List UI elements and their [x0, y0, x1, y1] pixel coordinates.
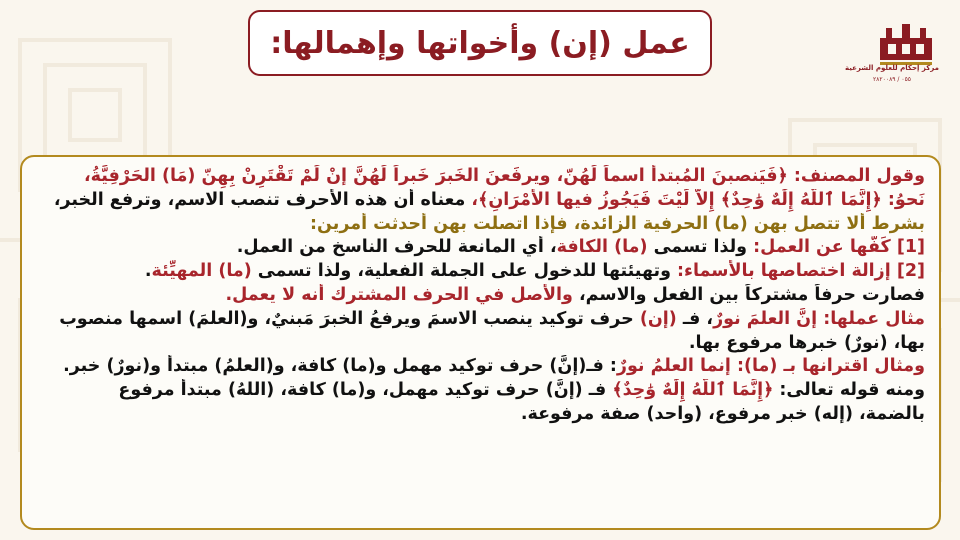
line-7-sep: ، فـ	[676, 308, 714, 329]
line-5-heading: [2] إزالة اختصاصها بالأسماء:	[670, 261, 925, 282]
line-9-example: إنما العلمُ نورٌ	[616, 356, 731, 377]
line-9-text: : فـ(إنَّ) حرف توكيد مهمل و(ما) كافة، و(العلمُ) مبتدأ و(نورٌ) خبر.	[63, 356, 617, 377]
line-4-rest: ، أي المانعة للحرف الناسخ من العمل.	[236, 237, 557, 258]
line-6-text: فصارت حرفاً مشتركاً بين الفعل والاسم،	[572, 284, 925, 305]
line-2-label: نَحوُ:	[881, 189, 925, 210]
line-6-rule: والأصل في الحرف المشترك أنه لا يعمل.	[225, 284, 573, 305]
line-1-quote: ﴿فَيَنصبنَ المُبتدأ اسماً لَهُنّ، ويرفَعنَ الخَبرَ خَبراً لَهُنَّ إنْ لَمْ تَقْتَرِنْ بِهِنّ (مَا) الحَرْفِيَّةُ،	[84, 166, 788, 186]
logo-tagline: مركز إحكام للعلوم الشرعية	[845, 64, 939, 72]
line-3: بشرط ألا تتصل بهن (ما) الحرفية الزائدة، فإذا اتصلت بهن أحدثت أمرين:	[310, 213, 925, 234]
line-5-text: وتهيئتها للدخول على الجملة الفعلية، ولذا تسمى	[251, 261, 671, 282]
line-4-term: (ما) الكافة	[556, 237, 648, 258]
line-7-example: إنَّ العلمَ نورٌ	[713, 308, 818, 329]
line-10-text: ومنه قوله تعالى:	[773, 380, 925, 401]
line-2-text: معناه أن هذه الأحرف تنصب الاسم، وترفع الخبر،	[53, 189, 472, 210]
line-10	[36, 379, 925, 403]
line-2	[36, 189, 925, 213]
logo-mark-icon	[876, 24, 936, 66]
line-6	[36, 284, 925, 308]
line-9	[36, 355, 925, 379]
line-7	[36, 308, 925, 332]
line-9-heading: ومثال اقترانها بـ (ما):	[730, 356, 925, 377]
line-1-label: وقول المصنف:	[787, 166, 925, 186]
line-5-rest: .	[144, 261, 152, 282]
line-5	[36, 260, 925, 284]
content-box	[20, 155, 941, 530]
line-10-verse: ﴿إِنَّمَا ٱللَّهُ إِلَٰهٌ وَٰحِدٌ﴾	[612, 380, 774, 401]
line-7-term: (إن)	[639, 308, 677, 329]
line-5-term: (ما) المهيِّئة	[151, 261, 252, 282]
title-box	[248, 10, 712, 76]
line-7-heading: مثال عملها:	[817, 308, 925, 329]
content-lines	[36, 165, 925, 427]
line-4-text: ولذا تسمى	[647, 237, 748, 258]
line-10-rest: فـ (إنَّ) حرف توكيد مهمل، و(ما) كافة، (اللهُ) مبتدأ مرفوع	[118, 380, 613, 401]
logo-subline: ٠٥٥ / ٢٨٢٠٠٨٩	[872, 76, 912, 83]
line-2-quote: ﴿إِنَّمَا ٱللَّهُ إِلَٰهٌ وَٰحِدٌ﴾ إِلاّ لَيْتَ فَيَجُوزُ فيها الأَمْرَانِ﴾،	[471, 189, 882, 210]
line-11: بالضمة، (إله) خبر مرفوع، (واحد) صفة مرفوعة.	[520, 403, 925, 424]
line-8: بها، (نورٌ) خبرها مرفوع بها.	[688, 332, 925, 353]
logo	[840, 24, 946, 100]
slide-title: عمل (إن) وأخواتها وإهمالها:	[270, 25, 690, 61]
line-7-text: حرف توكيد ينصب الاسمَ ويرفعُ الخبرَ مَبنيٌ، و(العلمَ) اسمها منصوب	[59, 308, 640, 329]
line-4	[36, 236, 925, 260]
line-1	[36, 165, 925, 189]
line-4-heading: [1] كَفَّها عن العمل:	[747, 237, 925, 258]
